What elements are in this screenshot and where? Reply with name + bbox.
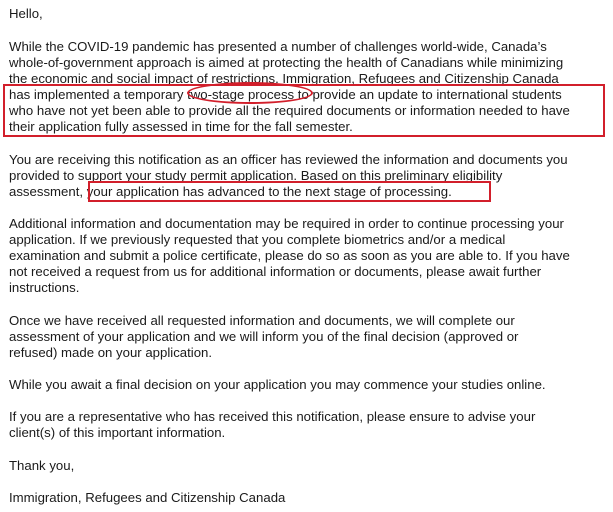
text-line: refused) made on your application. <box>9 345 213 360</box>
text-line: not received a request from us for additional information or documents, please await further <box>9 264 542 279</box>
text-line: instructions. <box>9 280 80 295</box>
text-line: Additional information and documentation may be required in order to continue processing your <box>9 216 564 231</box>
signature: Immigration, Refugees and Citizenship Canada <box>9 490 286 505</box>
text-line: their application fully assessed in time for the fall semester. <box>9 119 353 134</box>
text-line: client(s) of this important information. <box>9 425 226 440</box>
greeting: Hello, <box>9 6 43 21</box>
text-line: who have not yet been able to provide all the required documents or information needed to have <box>9 103 570 118</box>
text-line: provided to support your study permit application. Based on this preliminary eligibility <box>9 168 503 183</box>
text-line: has implemented a temporary two-stage process to provide an update to international students <box>9 87 562 102</box>
text-line: While you await a final decision on your application you may commence your studies online. <box>9 377 546 392</box>
text-line: assessment, your application has advanced to the next stage of processing. <box>9 184 452 199</box>
text-line: While the COVID-19 pandemic has presented a number of challenges world-wide, Canada’s <box>9 39 547 54</box>
text-line: assessment of your application and we will inform you of the final decision (approved or <box>9 329 519 344</box>
closing: Thank you, <box>9 458 75 473</box>
text-line: the economic and social impact of restrictions. Immigration, Refugees and Citizenship Canada <box>9 71 559 86</box>
text-line: If you are a representative who has received this notification, please ensure to advise your <box>9 409 536 424</box>
text-line: application. If we previously requested that you complete biometrics and/or a medical <box>9 232 506 247</box>
text-line: Once we have received all requested information and documents, we will complete our <box>9 313 515 328</box>
text-line: whole-of-government approach is aimed at protecting the health of Canadians while minimizing <box>9 55 564 70</box>
text-line: examination and submit a police certificate, please do so as soon as you are able to. If you have <box>9 248 570 263</box>
text-line: You are receiving this notification as an officer has reviewed the information and documents you <box>9 152 568 167</box>
